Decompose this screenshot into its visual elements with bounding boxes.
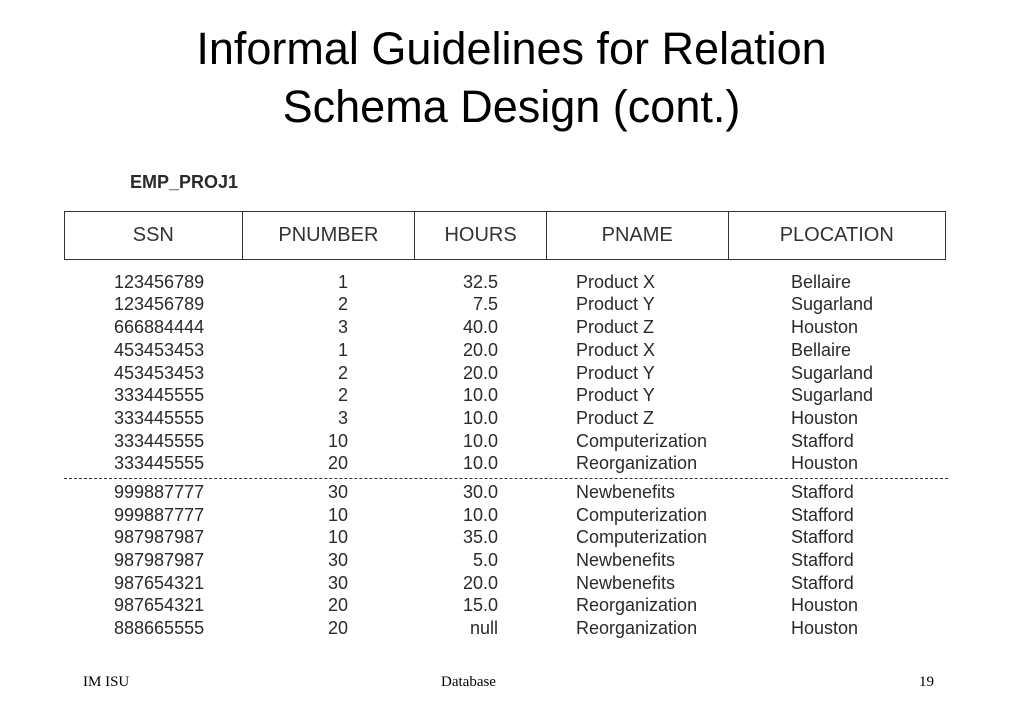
column-header-pnumber: PNUMBER (243, 212, 416, 259)
cell-pname: Newbenefits (576, 550, 676, 570)
cell-ssn: 987987987 (114, 550, 205, 570)
cell-hours: 10.0 (462, 453, 498, 473)
cell-pname: Computerization (576, 505, 708, 525)
cell-pname: Product Y (576, 363, 655, 383)
cell-pnumber: 1 (337, 272, 348, 292)
cell-pnumber: 1 (337, 340, 348, 360)
relation-name: EMP_PROJ1 (130, 172, 239, 192)
table-row (0, 573, 1023, 595)
cell-ssn: 123456789 (114, 272, 205, 292)
cell-pnumber: 2 (337, 294, 348, 314)
cell-pnumber: 3 (337, 317, 348, 337)
cell-plocation: Stafford (791, 505, 854, 525)
cell-hours: 10.0 (462, 431, 498, 451)
table-header (64, 211, 946, 260)
table-row (0, 317, 1023, 339)
cell-plocation: Houston (791, 317, 859, 337)
cell-plocation: Stafford (791, 431, 854, 451)
cell-plocation: Sugarland (791, 363, 874, 383)
cell-pname: Reorganization (576, 618, 698, 638)
cell-plocation: Stafford (791, 573, 854, 593)
cell-ssn: 333445555 (114, 385, 205, 405)
cell-pname: Product X (576, 272, 656, 292)
cell-plocation: Stafford (791, 550, 854, 570)
table-row (0, 482, 1023, 504)
cell-pnumber: 20 (327, 453, 348, 473)
cell-pnumber: 30 (327, 550, 348, 570)
cell-pnumber: 2 (337, 385, 348, 405)
cell-ssn: 999887777 (114, 505, 205, 525)
column-header-hours: HOURS (415, 212, 547, 259)
cell-hours: 10.0 (462, 385, 498, 405)
cell-pname: Product Z (576, 317, 655, 337)
table-row (0, 505, 1023, 527)
cell-pnumber: 10 (327, 505, 348, 525)
dashed-divider (64, 478, 948, 479)
slide-title (0, 20, 1023, 136)
cell-plocation: Houston (791, 453, 859, 473)
cell-pname: Reorganization (576, 453, 698, 473)
slide-title-line-1: Informal Guidelines for Relation (196, 23, 827, 74)
table-row (0, 294, 1023, 316)
cell-ssn: 333445555 (114, 431, 205, 451)
cell-hours: 20.0 (462, 573, 498, 593)
cell-pname: Newbenefits (576, 482, 676, 502)
table-row (0, 363, 1023, 385)
column-header-pname: PNAME (547, 212, 729, 259)
column-header-ssn: SSN (65, 212, 243, 259)
cell-pname: Product Z (576, 408, 655, 428)
cell-plocation: Sugarland (791, 385, 874, 405)
cell-pnumber: 10 (327, 431, 348, 451)
table-row (0, 431, 1023, 453)
cell-hours: 20.0 (462, 340, 498, 360)
table-row (0, 618, 1023, 640)
cell-hours: 10.0 (462, 505, 498, 525)
cell-hours: 35.0 (462, 527, 498, 547)
cell-hours: 10.0 (462, 408, 498, 428)
cell-hours: 15.0 (462, 595, 498, 615)
cell-plocation: Stafford (791, 482, 854, 502)
table-row (0, 385, 1023, 407)
cell-ssn: 888665555 (114, 618, 205, 638)
cell-pnumber: 30 (327, 573, 348, 593)
cell-ssn: 999887777 (114, 482, 205, 502)
cell-hours: 5.0 (472, 550, 498, 570)
cell-hours: null (469, 618, 498, 638)
slide-title-line-2: Schema Design (cont.) (282, 81, 741, 132)
cell-pnumber: 30 (327, 482, 348, 502)
cell-ssn: 453453453 (114, 363, 205, 383)
cell-pname: Computerization (576, 431, 708, 451)
cell-pname: Product X (576, 340, 656, 360)
cell-pname: Computerization (576, 527, 708, 547)
table-row (0, 453, 1023, 475)
cell-hours: 20.0 (462, 363, 498, 383)
cell-plocation: Bellaire (791, 272, 852, 292)
cell-ssn: 333445555 (114, 453, 205, 473)
cell-pnumber: 3 (337, 408, 348, 428)
cell-ssn: 987987987 (114, 527, 205, 547)
table-row (0, 408, 1023, 430)
footer-center: Database (441, 674, 496, 690)
cell-ssn: 987654321 (114, 595, 205, 615)
cell-pname: Newbenefits (576, 573, 676, 593)
cell-hours: 30.0 (462, 482, 498, 502)
cell-pnumber: 20 (327, 618, 348, 638)
footer-left: IM ISU (83, 674, 130, 690)
cell-pnumber: 2 (337, 363, 348, 383)
table-row (0, 527, 1023, 549)
cell-pnumber: 10 (327, 527, 348, 547)
cell-ssn: 453453453 (114, 340, 205, 360)
cell-plocation: Houston (791, 408, 859, 428)
cell-hours: 7.5 (472, 294, 498, 314)
table-row (0, 595, 1023, 617)
cell-hours: 40.0 (462, 317, 498, 337)
cell-ssn: 987654321 (114, 573, 205, 593)
cell-pname: Product Y (576, 385, 655, 405)
cell-plocation: Bellaire (791, 340, 852, 360)
cell-plocation: Stafford (791, 527, 854, 547)
slide-number: 19 (919, 674, 934, 690)
cell-ssn: 333445555 (114, 408, 205, 428)
cell-plocation: Houston (791, 618, 859, 638)
table-row (0, 272, 1023, 294)
table-row (0, 340, 1023, 362)
cell-hours: 32.5 (462, 272, 498, 292)
cell-pname: Reorganization (576, 595, 698, 615)
cell-pnumber: 20 (327, 595, 348, 615)
cell-plocation: Sugarland (791, 294, 874, 314)
column-header-plocation: PLOCATION (779, 224, 894, 246)
cell-pname: Product Y (576, 294, 655, 314)
cell-ssn: 666884444 (114, 317, 205, 337)
cell-ssn: 123456789 (114, 294, 205, 314)
cell-plocation: Houston (791, 595, 859, 615)
table-row (0, 550, 1023, 572)
